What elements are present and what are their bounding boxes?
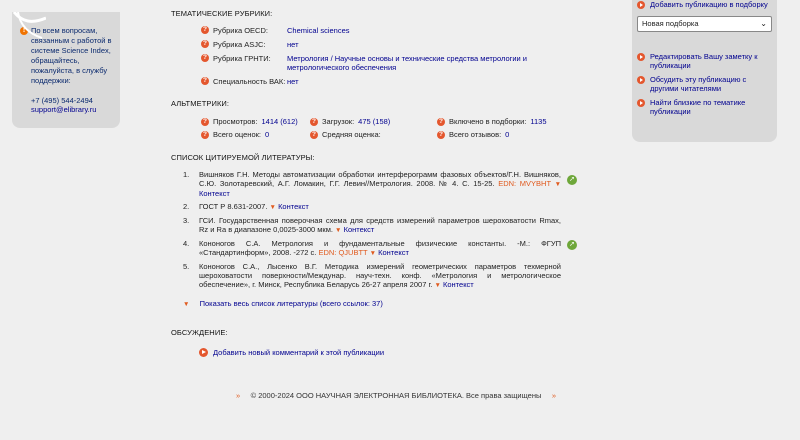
ratings-label: Всего оценок:	[213, 130, 261, 139]
footer-marker-left: »	[236, 391, 241, 400]
support-email-link[interactable]: support@elibrary.ru	[31, 105, 97, 114]
rubric-row-grnti	[201, 54, 547, 72]
add-comment-link[interactable]: Добавить новый комментарий к этой публикации	[213, 348, 385, 357]
show-all-references-link[interactable]: Показать весь список литературы (всего ссылок: 37)	[199, 299, 383, 308]
avg-rating-label: Средняя оценка:	[322, 130, 381, 139]
support-contacts	[20, 96, 114, 114]
arrow-bullet-icon	[637, 53, 645, 61]
edit-note-link[interactable]: Редактировать Вашу заметку к публикации	[650, 52, 758, 70]
rubric-value-link[interactable]: Chemical sciences	[287, 26, 350, 35]
chevron-down-icon: ⌄	[760, 19, 767, 28]
rubric-value-link[interactable]: Метрология / Научные основы и технические средства метрологии и метрологического обеспечения	[287, 54, 527, 72]
info-icon: !	[20, 27, 28, 35]
context-link[interactable]: Контекст	[378, 248, 409, 257]
add-to-collection-link[interactable]: Добавить публикацию в подборку	[650, 0, 768, 9]
references-list	[183, 170, 561, 294]
arrow-bullet-icon	[199, 348, 208, 357]
triangle-down-icon: ▼	[369, 250, 377, 257]
arrow-bullet-icon	[637, 76, 645, 84]
rubric-label: Специальность ВАК:	[213, 77, 286, 86]
list-item	[183, 262, 561, 290]
collections-value[interactable]: 1135	[530, 117, 547, 126]
list-item	[183, 216, 561, 235]
ratings-metric	[201, 130, 269, 139]
avg-rating-metric	[310, 130, 385, 139]
context-link[interactable]: Контекст	[278, 202, 309, 211]
edn-link[interactable]: EDN: QJUBTT	[318, 248, 368, 257]
support-text: По всем вопросам, связанным с работой в системе Science Index, обращайтесь, пожалуйста, в службу поддержки:	[31, 26, 112, 85]
triangle-down-icon: ▼	[335, 227, 342, 234]
add-comment-item	[199, 348, 384, 357]
help-icon[interactable]: ?	[201, 118, 209, 126]
rubric-value: нет	[287, 77, 299, 86]
reviews-metric	[437, 130, 509, 139]
altmetrics-title: АЛЬТМЕТРИКИ:	[171, 99, 230, 108]
collections-metric	[437, 117, 547, 126]
context-link[interactable]: Контекст	[343, 225, 375, 234]
context-link[interactable]: Контекст	[199, 189, 230, 198]
ratings-value[interactable]: 0	[264, 130, 270, 139]
reviews-value[interactable]: 0	[505, 130, 510, 139]
help-icon[interactable]: ?	[201, 26, 209, 34]
go-to-source-icon[interactable]: ➚	[567, 240, 577, 250]
discuss-link[interactable]: Обсудить эту публикацию с другими читателями	[650, 75, 747, 93]
help-icon[interactable]: ?	[310, 131, 318, 139]
downloads-label: Загрузок:	[322, 117, 355, 126]
footer	[236, 391, 556, 400]
edn-link[interactable]: EDN: MVYBHT	[498, 179, 551, 188]
rubric-label: Рубрика ASJC:	[213, 40, 266, 49]
arrow-bullet-icon	[637, 99, 645, 107]
ref-number: 1.	[183, 170, 190, 179]
references-title: СПИСОК ЦИТИРУЕМОЙ ЛИТЕРАТУРЫ:	[171, 153, 315, 162]
collection-select[interactable]	[637, 16, 772, 32]
support-info-box	[12, 12, 120, 128]
help-icon[interactable]: ?	[310, 118, 318, 126]
downloads-metric	[310, 117, 390, 126]
help-icon[interactable]: ?	[437, 118, 445, 126]
discussion-title: ОБСУЖДЕНИЕ:	[171, 328, 228, 337]
help-icon[interactable]: ?	[437, 131, 445, 139]
list-item	[183, 239, 561, 258]
help-icon[interactable]: ?	[201, 131, 209, 139]
ref-text: Вишняков Г.Н. Методы автоматизации обработки интерферограмм фазовых объектов/Г.Н. Вишняков, С.Ю. Золотаревский, А.Г. Ломакин, Г.Г. Левин//Метрология. 2008. № 4. С. 15-25.	[199, 170, 561, 188]
reviews-label: Всего отзывов:	[449, 130, 502, 139]
edit-note-item	[637, 52, 772, 70]
ref-text: Кононогов С.А. Метрология и фундаментальные физические константы. -М.: ФГУП «Стандартинформ», 2008. -272 с.	[199, 239, 561, 257]
rubrics-title: ТЕМАТИЧЕСКИЕ РУБРИКИ:	[171, 9, 273, 18]
triangle-down-icon: ▼	[269, 204, 276, 211]
views-value[interactable]: 1414 (612)	[261, 117, 298, 126]
show-all-references	[183, 299, 383, 308]
arrow-bullet-icon	[637, 1, 645, 9]
rubric-label: Рубрика ГРНТИ:	[213, 54, 271, 63]
support-phone: +7 (495) 544-2494	[31, 96, 93, 105]
rubric-row-oecd	[201, 26, 547, 35]
find-similar-link[interactable]: Найти близкие по тематике публикации	[650, 98, 746, 116]
triangle-down-icon: ▼	[183, 301, 190, 308]
rubric-row-asjc	[201, 40, 547, 49]
help-icon[interactable]: ?	[201, 54, 209, 62]
add-to-collection-item	[637, 0, 772, 9]
ref-text: Кононогов С.А., Лысенко В.Г. Методика измерений геометрических параметров техмерной шероховатости поверхности/Междунар. науч-техн. конф. «Метрология и метрологическое обеспечение», г. Минск, Республика Беларусь 26-27 апреля 2007 г.	[199, 262, 561, 289]
views-metric	[201, 117, 298, 126]
views-label: Просмотров:	[213, 117, 258, 126]
ref-number: 2.	[183, 202, 190, 211]
discuss-item	[637, 75, 772, 93]
triangle-down-icon: ▼	[554, 181, 561, 188]
right-actions-panel	[632, 0, 777, 142]
list-item	[183, 170, 561, 198]
go-to-source-icon[interactable]: ➚	[567, 175, 577, 185]
ref-text: ГСИ. Государственная поверочная схема для средств измерений параметров шероховатости Rmax, Rz и Ra в диапазоне 0,0025-3000 мкм.	[199, 216, 561, 234]
rubric-label: Рубрика OECD:	[213, 26, 268, 35]
ref-text: ГОСТ Р 8.631-2007.	[199, 202, 268, 211]
rubric-value: нет	[287, 40, 299, 49]
decorative-swirl-icon	[12, 12, 46, 40]
ref-number: 5.	[183, 262, 190, 271]
list-item	[183, 202, 561, 212]
ref-number: 4.	[183, 239, 190, 248]
collection-select-value: Новая подборка	[642, 19, 699, 28]
ref-number: 3.	[183, 216, 190, 225]
help-icon[interactable]: ?	[201, 40, 209, 48]
footer-marker-right: »	[551, 391, 556, 400]
find-similar-item	[637, 98, 772, 116]
rubric-row-vak	[201, 77, 547, 86]
triangle-down-icon: ▼	[434, 282, 441, 289]
context-link[interactable]: Контекст	[442, 280, 474, 289]
help-icon[interactable]: ?	[201, 77, 209, 85]
downloads-value[interactable]: 475 (158)	[358, 117, 391, 126]
footer-copyright: © 2000-2024 ООО НАУЧНАЯ ЭЛЕКТРОННАЯ БИБЛИОТЕКА. Все права защищены	[250, 391, 542, 400]
collections-label: Включено в подборки:	[449, 117, 527, 126]
